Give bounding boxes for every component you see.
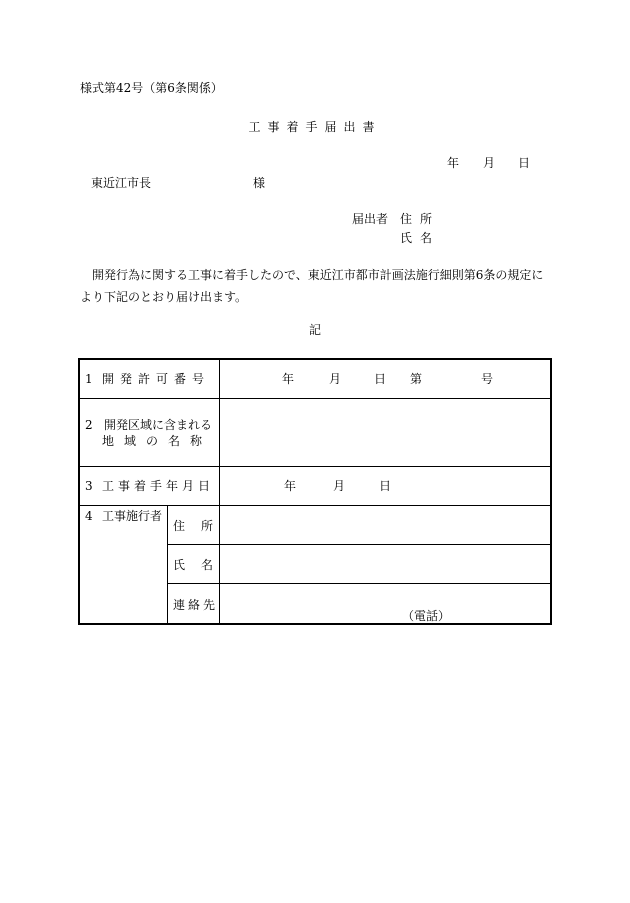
- row4-number: 4: [85, 509, 93, 523]
- table-divider: [167, 506, 168, 623]
- row1-month-label: 月: [329, 372, 342, 386]
- addressee-name: 東近江市長: [91, 176, 152, 190]
- row1-go-label: 号: [481, 372, 494, 386]
- record-heading: 記: [308, 323, 321, 337]
- table-divider: [168, 544, 550, 545]
- row3-year-label: 年: [284, 479, 297, 493]
- applicant-address-label: 住所: [400, 212, 441, 226]
- table-divider: [219, 360, 220, 506]
- date-year-label: 年: [447, 156, 460, 170]
- form-number: 様式第42号（第6条関係）: [80, 81, 223, 95]
- applicant-label: 届出者: [352, 212, 389, 226]
- form-table: [78, 358, 552, 625]
- table-divider: [168, 583, 550, 584]
- row1-year-label: 年: [282, 372, 295, 386]
- row4-phone-label: （電話）: [402, 609, 451, 623]
- body-text: 開発行為に関する工事に着手したので、東近江市都市計画法施行細則第6条の規定により下記のとおり届け出ます。: [80, 268, 544, 304]
- table-divider: [80, 398, 550, 399]
- row3-day-label: 日: [379, 479, 392, 493]
- applicant-name-label: 氏名: [400, 231, 441, 245]
- table-divider: [80, 505, 550, 506]
- row1-label: 開発許可番号: [102, 372, 211, 386]
- row4-contact-label: 連絡先: [173, 598, 219, 612]
- row2-label-line2: 地域の名称: [102, 434, 213, 448]
- document-title: 工事着手届出書: [248, 120, 382, 134]
- row1-number: 1: [85, 372, 93, 386]
- row3-number: 3: [85, 479, 93, 493]
- row3-label: 工事着手年月日: [102, 479, 215, 493]
- row4-name-label: 氏名: [173, 558, 230, 572]
- addressee-honorific: 様: [253, 176, 266, 190]
- date-day-label: 日: [518, 156, 531, 170]
- row1-day-label: 日: [374, 372, 387, 386]
- row4-label: 工事施行者: [102, 509, 163, 523]
- row1-dai-label: 第: [410, 372, 423, 386]
- row2-label-line1: 開発区域に含まれる: [104, 418, 213, 432]
- row4-address-label: 住所: [173, 519, 230, 533]
- row2-number: 2: [85, 418, 93, 432]
- date-month-label: 月: [483, 156, 496, 170]
- row3-month-label: 月: [333, 479, 346, 493]
- table-divider: [80, 466, 550, 467]
